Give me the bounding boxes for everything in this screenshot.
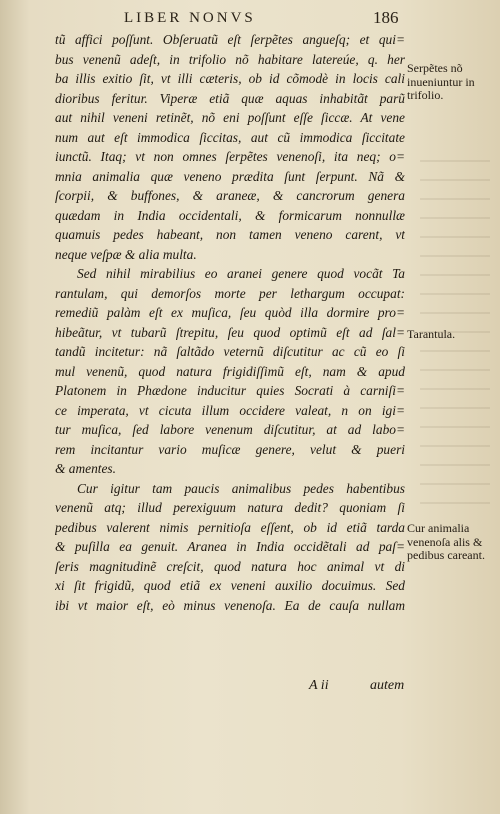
text-line: rem incitantur vario muſicæ genere, velut & pueri bbox=[55, 441, 405, 457]
text-line: neque veſpæ & alia multa. bbox=[55, 246, 197, 262]
text-line: ibi vt maior eſt, eò minus venenoſa. Ea de cauſa nullam bbox=[55, 597, 405, 613]
signature-mark: A ii bbox=[309, 678, 329, 693]
text-line: mnia animalia quæ veneno prædita ſunt ſerpunt. Nã & bbox=[55, 168, 405, 184]
text-line: Sed nihil mirabilius eo aranei genere quod vocãt Ta bbox=[77, 266, 405, 281]
text-line: ſcorpii, & buffones, & araneæ, & cancrorum genera bbox=[55, 188, 405, 203]
text-line: tũ affici poſſunt. Obſeruatũ eſt ſerpẽtes angueſq; et qui= bbox=[55, 32, 405, 47]
text-line: Cur igitur tam paucis animalibus pedes habentibus bbox=[77, 480, 405, 496]
margin-note-serpents: Serpẽtes nõ inueniuntur in trifolio. bbox=[407, 61, 475, 102]
text-line: & amentes. bbox=[55, 461, 116, 476]
running-header bbox=[0, 8, 500, 30]
text-line: quamuis pedes habeant, non tamen veneno carent, vt bbox=[55, 227, 405, 242]
text-line: tur muſica, ſed labore venenum diſcutitur, at ad labo= bbox=[55, 422, 405, 437]
catchword: autem bbox=[370, 678, 405, 693]
running-title: LIBER NONVS bbox=[124, 10, 256, 26]
margin-note-animals: Cur animalia venenoſa alis & pedibus careant. bbox=[407, 521, 485, 562]
text-line: ſeris magnitudinẽ creſcit, quod natura hoc animal vt di bbox=[55, 558, 405, 574]
text-line: num aut eſt immodica ſiccitas, aut cũ immodica ſiccitate bbox=[55, 129, 405, 145]
text-line: iunctũ. Itaq; vt non omnes ſerpẽtes venenoſi, ita neq; o= bbox=[55, 149, 405, 164]
text-line: quædam in India occidentali, & formicarum nonnullæ bbox=[55, 207, 405, 223]
text-line: tandũ incitetur: nã ſaltãdo veternũ diſcutitur ac cũ eo ſi bbox=[55, 344, 405, 359]
text-line: bus venenũ adeſt, in trifolio nõ habitare latereúe, q. her bbox=[55, 51, 405, 67]
text-line: ce imperata, vt cicuta illum occidere valeat, n on igi= bbox=[55, 402, 405, 418]
text-line: xi ſit frigidũ, quod etiã ex veneni auxilio docuimus. Sed bbox=[55, 578, 405, 593]
text-line: aut nihil veneni retinẽt, nõ eni poſſunt eſſe ſiccæ. At vene bbox=[55, 110, 405, 125]
text-line: venenũ atq; illud perexiguum natura dedit? quoniam ſi bbox=[55, 500, 405, 515]
main-text-block bbox=[55, 30, 405, 615]
text-line: remediũ palàm eſt ex muſica, ſeu quòd illa dormire pro= bbox=[55, 305, 405, 320]
text-line: hibeãtur, vt tubarũ ſtrepitu, ſeu quod optimũ eſt ad ſal= bbox=[55, 324, 405, 340]
text-line: rantulam, qui demorſos morte per lethargum occupat: bbox=[55, 285, 405, 301]
folio-number: 186 bbox=[373, 8, 399, 27]
text-line: ba illis exitio ſit, vt illi cæteris, ob id cõmodè in locis cali bbox=[55, 71, 405, 86]
margin-note-tarantula: Tarantula. bbox=[407, 327, 456, 341]
text-line: dioribus feritur. Viperæ etiã quæ aquas inhabitãt parũ bbox=[55, 90, 405, 106]
text-line: pedibus valerent nimis pernitioſa eſſent, ob id etiã tarda bbox=[55, 519, 405, 535]
text-line: mul venenũ, quod natura frigidiſſimũ eſt, nam & apud bbox=[55, 363, 405, 379]
text-line: Platonem in Phædone inducitur quies Socrati à carniſi= bbox=[55, 383, 405, 398]
text-line: & puſilla ea genuit. Aranea in India occidẽtali ad paſ= bbox=[55, 539, 405, 554]
